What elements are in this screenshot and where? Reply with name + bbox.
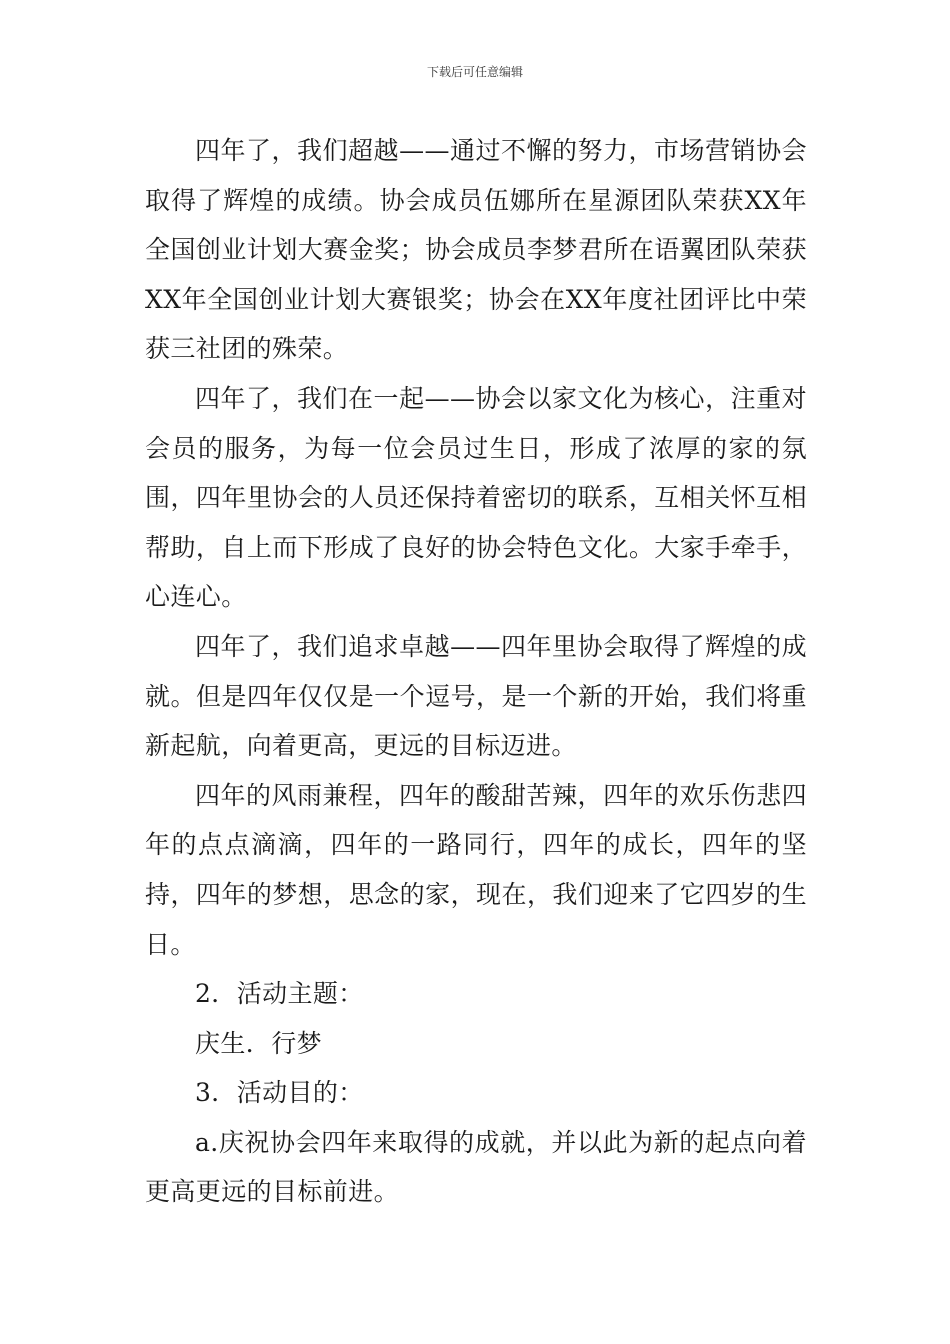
paragraph-achievements: 四年了，我们超越——通过不懈的努力，市场营销协会取得了辉煌的成绩。协会成员伍娜所在星源团队荣获XX年全国创业计划大赛金奖；协会成员李梦君所在语翼团队荣获XX年全国创业计划大赛银奖；协会在XX年度社团评比中荣获三社团的殊荣。 <box>145 136 807 364</box>
section-heading-purpose: 3．活动目的： <box>195 1078 364 1108</box>
paragraph-together: 四年了，我们在一起——协会以家文化为核心，注重对会员的服务，为每一位会员过生日，形成了浓厚的家的氛围，四年里协会的人员还保持着密切的联系，互相关怀互相帮助，自上而下形成了良好的协会特色文化。大家手牵手，心连心。 <box>145 383 807 612</box>
activity-theme: 庆生．行梦 <box>195 1028 323 1058</box>
page-header: 下载后可任意编辑 <box>426 65 523 79</box>
section-heading-theme: 2．活动主题： <box>195 979 364 1009</box>
paragraph-four-years: 四年的风雨兼程，四年的酸甜苦辣，四年的欢乐伤悲四年的点点滴滴，四年的一路同行，四年的成长，四年的坚持，四年的梦想，思念的家，现在，我们迎来了它四岁的生日。 <box>145 780 807 959</box>
paragraph-excellence: 四年了，我们追求卓越——四年里协会取得了辉煌的成就。但是四年仅仅是一个逗号，是一个新的开始，我们将重新起航，向着更高，更远的目标迈进。 <box>145 631 807 761</box>
document-body <box>145 126 807 1217</box>
purpose-item-a: a.庆祝协会四年来取得的成就，并以此为新的起点向着更高更远的目标前进。 <box>145 1127 807 1207</box>
